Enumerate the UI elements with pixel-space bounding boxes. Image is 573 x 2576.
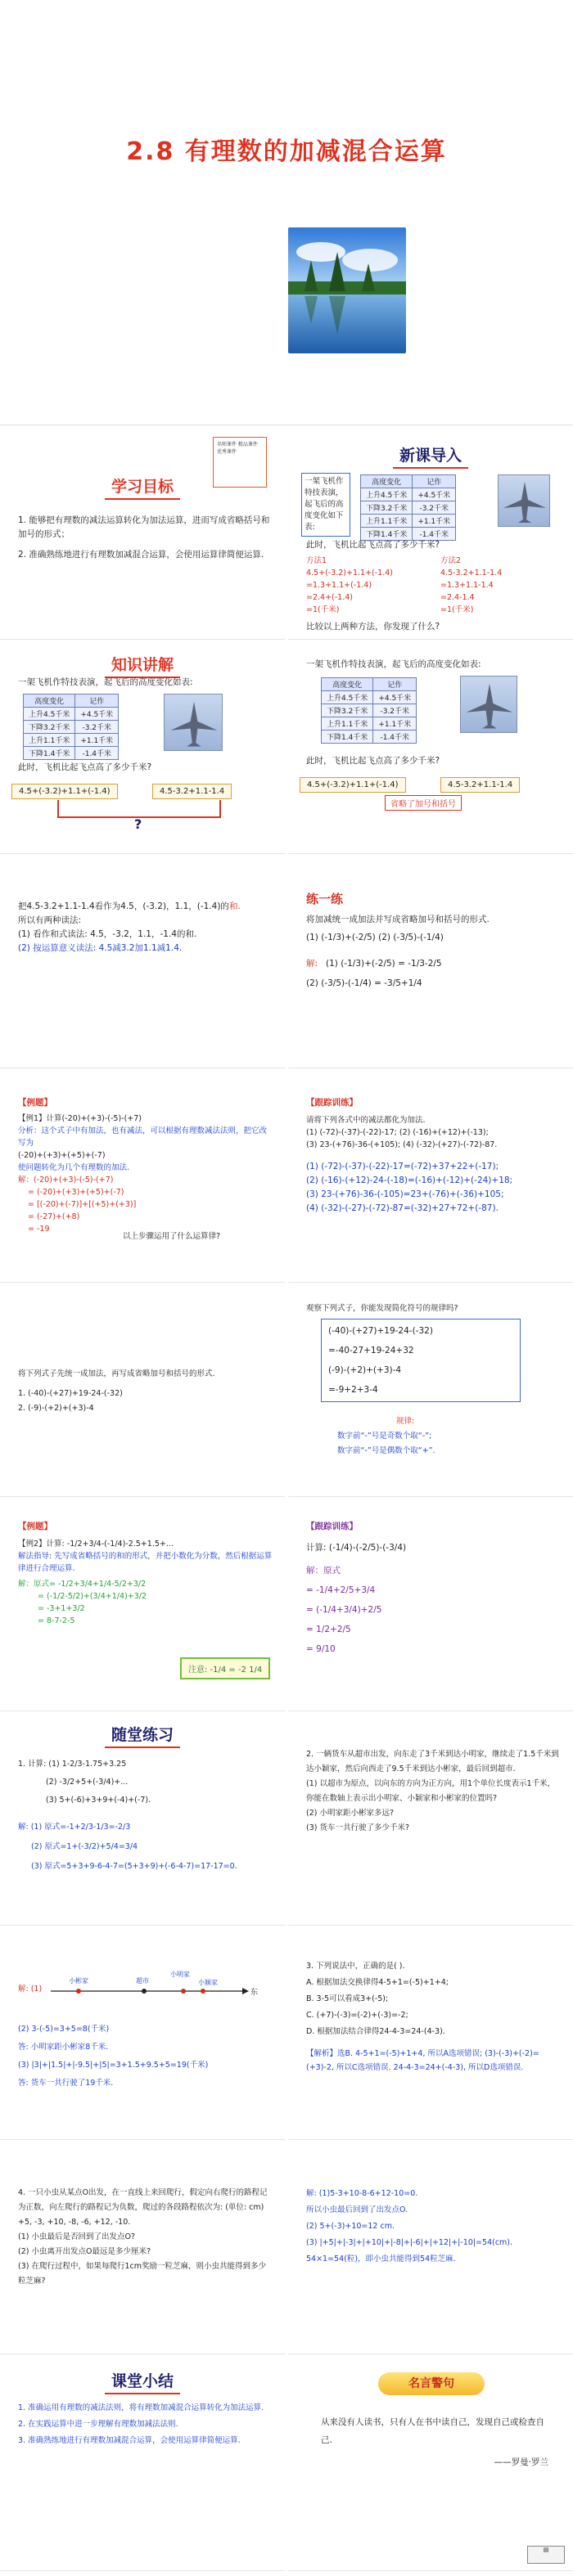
quote-author: ——罗曼·罗兰: [494, 2457, 548, 2467]
cell: -3.2千米: [373, 704, 417, 717]
point-supermarket: [142, 1989, 147, 1994]
knowledge-question: 此时，飞机比起飞点高了多少千米?: [18, 762, 152, 772]
row-4: [0, 1068, 573, 1283]
example2-note: 注意: -1/4 = -2 1/4: [180, 1657, 270, 1679]
row-3: [0, 854, 573, 1068]
height-table-2: [23, 694, 119, 760]
question-mark: ?: [134, 816, 142, 832]
cell: 上升1.1千米: [322, 717, 373, 731]
note-omit: 省略了加号和括号: [385, 795, 462, 811]
slide-practice: [288, 854, 573, 1068]
knowledge-intro: 一架飞机作特技表演，起飞后的高度变化如表:: [18, 677, 193, 687]
cell: 上升4.5千米: [322, 691, 373, 704]
height-table: [360, 474, 456, 541]
row-5: [0, 1283, 573, 1497]
jet-image: [498, 474, 550, 527]
quote-heading: 名言警句: [378, 2372, 485, 2395]
practice-sol-label: 解:: [306, 959, 318, 969]
summary-heading: 课堂小结: [0, 2369, 285, 2394]
slide-summary: [0, 2354, 285, 2571]
row-10: [0, 2354, 573, 2571]
intro-heading: 新课导入: [288, 443, 573, 469]
reading-text: 把4.5-3.2+1.1-1.4看作为4.5，(-3.2)，1.1，(-1.4)的和. 所以有两种读法: (1) 看作和式读法: 4.5，-3.2，1.1，-1.4的和. (2) 按运算意义读法: 4.5减3.2加1.1减1.4.: [18, 901, 241, 953]
row-6: [0, 1497, 573, 1711]
slide-choice: [288, 1926, 573, 2140]
method-2: 方法2 4.5-3.2+1.1-1.4 =1.3+1.1-1.4 =2.4-1.4 =1(千米): [440, 556, 503, 614]
cell: 上升4.5千米: [361, 488, 413, 501]
rule-1: 数字前“-”号是奇数个取“-”;: [337, 1432, 432, 1441]
cell: -1.4千米: [75, 747, 119, 760]
truck-problem: 2. 一辆货车从超市出发，向东走了3千米到达小明家，继续走了1.5千米到达小颖家，然后向西走了9.5千米到达小彬家，最后回到超市. (1) 以超市为原点，以向东的方向为正方向，用1个单位长度表示1千米，你能在数轴上表示出小明家、小颖家和小彬家的位置吗? (2) 小明家距小彬家多远? (3) 货车一共行驶了多少千米?: [306, 1750, 559, 1832]
slide-class-practice: [0, 1711, 285, 1926]
cell: 下降3.2千米: [322, 704, 373, 717]
page-title: 2.8 有理数的加减混合运算: [126, 137, 447, 166]
cell: 下降1.4千米: [322, 731, 373, 744]
bracket-connector: [57, 800, 221, 818]
slide-example-2: [0, 1497, 285, 1711]
slide-bug-problem: [0, 2140, 285, 2354]
example-heading: 【例题】: [18, 1098, 52, 1108]
simplify-q1: 1. (-40)-(+27)+19-24-(-32): [18, 1389, 123, 1398]
slide-knowledge: [0, 640, 285, 854]
intro-question: 此时，飞机比起飞点高了多少千米?: [306, 540, 440, 550]
truck-answers: (2) 3-(-5)=3+5=8(千米) 答: 小明家距小彬家8千米. (3) |3|+|1.5|+|-9.5|+|5|=3+1.5+9.5+5=19(千米) 答: 货车一共行驶了19千米.: [18, 2025, 209, 2088]
slide-reading: [0, 854, 285, 1068]
cell: 下降3.2千米: [24, 721, 75, 734]
axis-east: 东: [250, 1989, 259, 1997]
method-1: 方法1 4.5+(-3.2)+1.1+(-1.4) =1.3+1.1+(-1.4) =2.4+(-1.4) =1(千米): [306, 556, 393, 614]
rule-2: 数字前“-”号是偶数个取“+”.: [337, 1446, 435, 1455]
cell: 上升4.5千米: [24, 708, 75, 721]
formula-2b: 4.5-3.2+1.1-1.4: [440, 777, 520, 793]
rule-box: (-40)-(+27)+19-24-(-32) =-40-27+19-24+32 (-9)-(+2)+(+3)-4 =-9+2+3-4: [321, 1319, 521, 1402]
row-8: [0, 1926, 573, 2140]
row-7: [0, 1711, 573, 1926]
slide-truck-problem: [288, 1711, 573, 1926]
bug-problem: 4. 一只小虫从某点O出发，在一直线上来回爬行，假定向右爬行的路程记为正数，向左爬行的路程记为负数，爬过的各段路程依次为: (单位: cm) +5, -3, +10, -8, -6, +12, -10. (1) 小虫最后是否回到了出发点O? (2) 小虫离开出发点O最远是多少厘米? (3) 在爬行过程中，如果每爬行1cm奖励一粒芝麻，则小虫共能得到多少粒芝麻?: [18, 2188, 268, 2286]
k2-intro: 一架飞机作特技表演，起飞后的高度变化如表:: [306, 659, 481, 669]
cell: 下降1.4千米: [361, 528, 413, 541]
th-change: 高度变化: [361, 475, 413, 488]
knowledge-heading: 知识讲解: [0, 653, 285, 678]
training-heading: 【跟踪训练】: [306, 1098, 358, 1108]
choice-explanation: 【解析】选B. 4-5+1=(-5)+1+4, 所以A选项错误; (3)-(-3)+(-2)=(+3)-2, 所以C选项错误. 24-4-3=24+(-4-3), 所以D选项错误.: [306, 2049, 539, 2072]
rule-label: 规律:: [396, 1417, 415, 1426]
example-aside: 以上步骤运用了什么运算律?: [123, 1232, 221, 1241]
point-xiaobin: [76, 1989, 81, 1994]
cell: -1.4千米: [373, 731, 417, 744]
row-1: [0, 425, 573, 640]
label-xiaoying: 小颖家: [198, 1979, 218, 1986]
slide-quote: [288, 2354, 573, 2571]
cell: +4.5千米: [75, 708, 119, 721]
compare-text: 比较以上两种方法，你发现了什么?: [306, 622, 440, 632]
training2-heading: 【跟踪训练】: [306, 1522, 358, 1531]
example-body: 【例1】计算(-20)+(+3)-(-5)-(+7) 分析：这个式子中有加法，也有减法，可以根据有理数减法法则，把它改写为 (-20)+(+3)+(+5)+(-7) 使问题转化为几个有理数的加法. 解：(-20)+(+3)-(-5)-(+7) = (-20)+(+3)+(+5)+(-7) = [(-20)+(-7)]+[(+5)+(+3)] = (-27)+(+8) = -19: [18, 1114, 268, 1234]
goal-2: 2. 准确熟练地进行有理数加减混合运算，会使用运算律简便运算.: [18, 550, 264, 560]
th: 记作: [373, 678, 417, 691]
height-table-3: [321, 677, 417, 744]
slide-training-1: [288, 1068, 573, 1283]
choice-question: 3. 下列说法中，正确的是( ). A. 根据加法交换律得4-5+1=(-5)+1+4; B. 3-5可以看成3+(-5); C. (+7)-(-3)=(-2)+(-3)=-2; D. 根据加法结合律得24-4-3=24-(4-3).: [306, 1962, 449, 2036]
class-practice-answers: 解: (1) 原式=-1+2/3-1/3=-2/3 (2) 原式=1+(-3/2)+5/4=3/4 (3) 原式=5+3+9-6-4-7=(5+3+9)+(-6-4-7)=17-17=0.: [18, 1823, 237, 1871]
simplify-intro: 将下列式子先统一成加法，再写成省略加号和括号的形式.: [18, 1369, 215, 1378]
formula-1: 4.5+(-3.2)+1.1+(-1.4): [11, 784, 118, 799]
practice-problems: (1) (-1/3)+(-2/5) (2) (-3/5)-(-1/4): [306, 933, 444, 942]
class-practice-questions: 1. 计算: (1) 1-2/3-1.75+3.25 (2) -3/2+5+(-3/4)+... (3) 5+(-6)+3+9+(-4)+(-7).: [18, 1760, 151, 1805]
bug-solution: 解: (1)5-3+10-8-6+12-10=0. 所以小虫最后回到了出发点O. (2) 5+(-3)+10=12 cm. (3) |+5|+|-3|+|+10|+|-8|+|-6|+|+12|+|-10|=54(cm). 54×1=54(粒)，即小虫共能得到54粒芝麻.: [306, 2189, 513, 2264]
slide-knowledge-2: [288, 640, 573, 854]
th: 记作: [75, 695, 119, 708]
title-slide: [0, 0, 573, 425]
cell: 上升1.1千米: [24, 734, 75, 747]
quote-text: 从来没有人读书，只有人在书中读自己，发现自己或检查自己.: [321, 2417, 544, 2445]
training-body: 请将下列各式中的减法都化为加法. (1) (-72)-(-37)-(-22)-17; (2) (-16)+(+12)+(-13); (3) 23-(+76)-36-(+105); (4) (-32)-(+27)-(-72)-87.: [306, 1116, 498, 1149]
training2-task: 计算: (-1/4)-(-2/5)-(-3/4): [306, 1543, 407, 1553]
intro-text: 一架飞机作特技表演，起飞后的高度变化如下表:: [301, 473, 350, 537]
row-2: [0, 640, 573, 854]
cell: 下降3.2千米: [361, 501, 413, 515]
point-xiaoming: [181, 1989, 186, 1994]
cell: 上升1.1千米: [361, 515, 413, 528]
practice-heading: 练一练: [306, 892, 344, 906]
slide-goals: [0, 425, 285, 640]
row-9: [0, 2140, 573, 2354]
landscape-image: [288, 227, 406, 353]
goal-1: 1. 能够把有理数的减法运算转化为加法运算，进而写成省略括号和加号的形式；: [18, 515, 270, 539]
label-supermarket: 超市: [136, 1977, 149, 1985]
th-record: 记作: [413, 475, 456, 488]
cell: +1.1千米: [373, 717, 417, 731]
slide-bug-solution: [288, 2140, 573, 2354]
summary-list: 1. 准确运用有理数的减法法则，将有理数加减混合运算转化为加法运算. 2. 在实践运算中进一步理解有理数加减法法则. 3. 准确熟练地进行有理数加减混合运算，会使用运算律简便运算.: [18, 2403, 264, 2445]
cell: 下降1.4千米: [24, 747, 75, 760]
class-practice-heading: 随堂练习: [0, 1723, 285, 1748]
goals-heading: 学习目标: [0, 474, 285, 500]
label-xiaobin: 小彬家: [69, 1977, 88, 1985]
publisher-badge: 名师课件 精品课件 优秀课件: [213, 437, 267, 488]
rule-intro: 观察下列式子，你能发现简化符号的规律吗?: [306, 1304, 458, 1313]
practice-sol-1: (1) (-1/3)+(-2/5) = -1/3-2/5: [326, 959, 442, 969]
slide-rule: [288, 1283, 573, 1497]
cell: -3.2千米: [75, 721, 119, 734]
simplify-q2: 2. (-9)-(+2)+(+3)-4: [18, 1404, 94, 1413]
example2-body: 【例2】计算: -1/2+3/4-(-1/4)-2.5+1.5+... 解法指导: 先写成省略括号的和的形式，并把小数化为分数，然后根据运算律进行合理运算. 解：原式= -1/2+3/4+1/4-5/2+3/2 = (-1/2-5/2)+(3/4+1/4)+3/2 = -3+1+3/2 = 8-7-2-5: [18, 1540, 273, 1625]
cell: -1.4千米: [413, 528, 456, 541]
jet-image: [460, 676, 517, 733]
slide-truck-solution: [0, 1926, 285, 2140]
example2-heading: 【例题】: [18, 1522, 52, 1531]
number-line: [46, 1967, 259, 2007]
cell: +4.5千米: [413, 488, 456, 501]
th: 高度变化: [24, 695, 75, 708]
slide-intro: [288, 425, 573, 640]
slide-training-2: [288, 1497, 573, 1711]
training-answers: (1) (-72)-(-37)-(-22)-17=(-72)+37+22+(-17); (2) (-16)-(+12)-24-(-18)=(-16)+(-12)+(-24)+18; (3) 23-(+76)-36-(-105)=23+(-76)+(-36)+105; (4) (-32)-(-27)-(-72)-87=(-32)+27+72+(-87).: [306, 1162, 513, 1213]
jet-image: [164, 694, 223, 751]
training2-solution: 解：原式 = -1/4+2/5+3/4 = (-1/4+3/4)+2/5 = 1/2+2/5 = 9/10: [306, 1566, 382, 1654]
cell: -3.2千米: [413, 501, 456, 515]
formula-2: 4.5-3.2+1.1-1.4: [152, 784, 232, 799]
cell: +4.5千米: [373, 691, 417, 704]
truck-sol-label: 解: (1): [18, 1985, 43, 1994]
cell: +1.1千米: [413, 515, 456, 528]
label-xiaoming: 小明家: [170, 1971, 190, 1978]
slide-example-1: [0, 1068, 285, 1283]
formula-1b: 4.5+(-3.2)+1.1+(-1.4): [300, 777, 406, 793]
logo-icon: ▤: [527, 2546, 565, 2564]
practice-task: 将加减统一成加法并写成省略加号和括号的形式.: [306, 915, 490, 924]
practice-sol-2: (2) (-3/5)-(-1/4) = -3/5+1/4: [306, 978, 422, 988]
th: 高度变化: [322, 678, 373, 691]
cell: +1.1千米: [75, 734, 119, 747]
point-xiaoying: [201, 1989, 205, 1994]
slide-simplify: [0, 1283, 285, 1497]
k2-question: 此时，飞机比起飞点高了多少千米?: [306, 756, 440, 766]
